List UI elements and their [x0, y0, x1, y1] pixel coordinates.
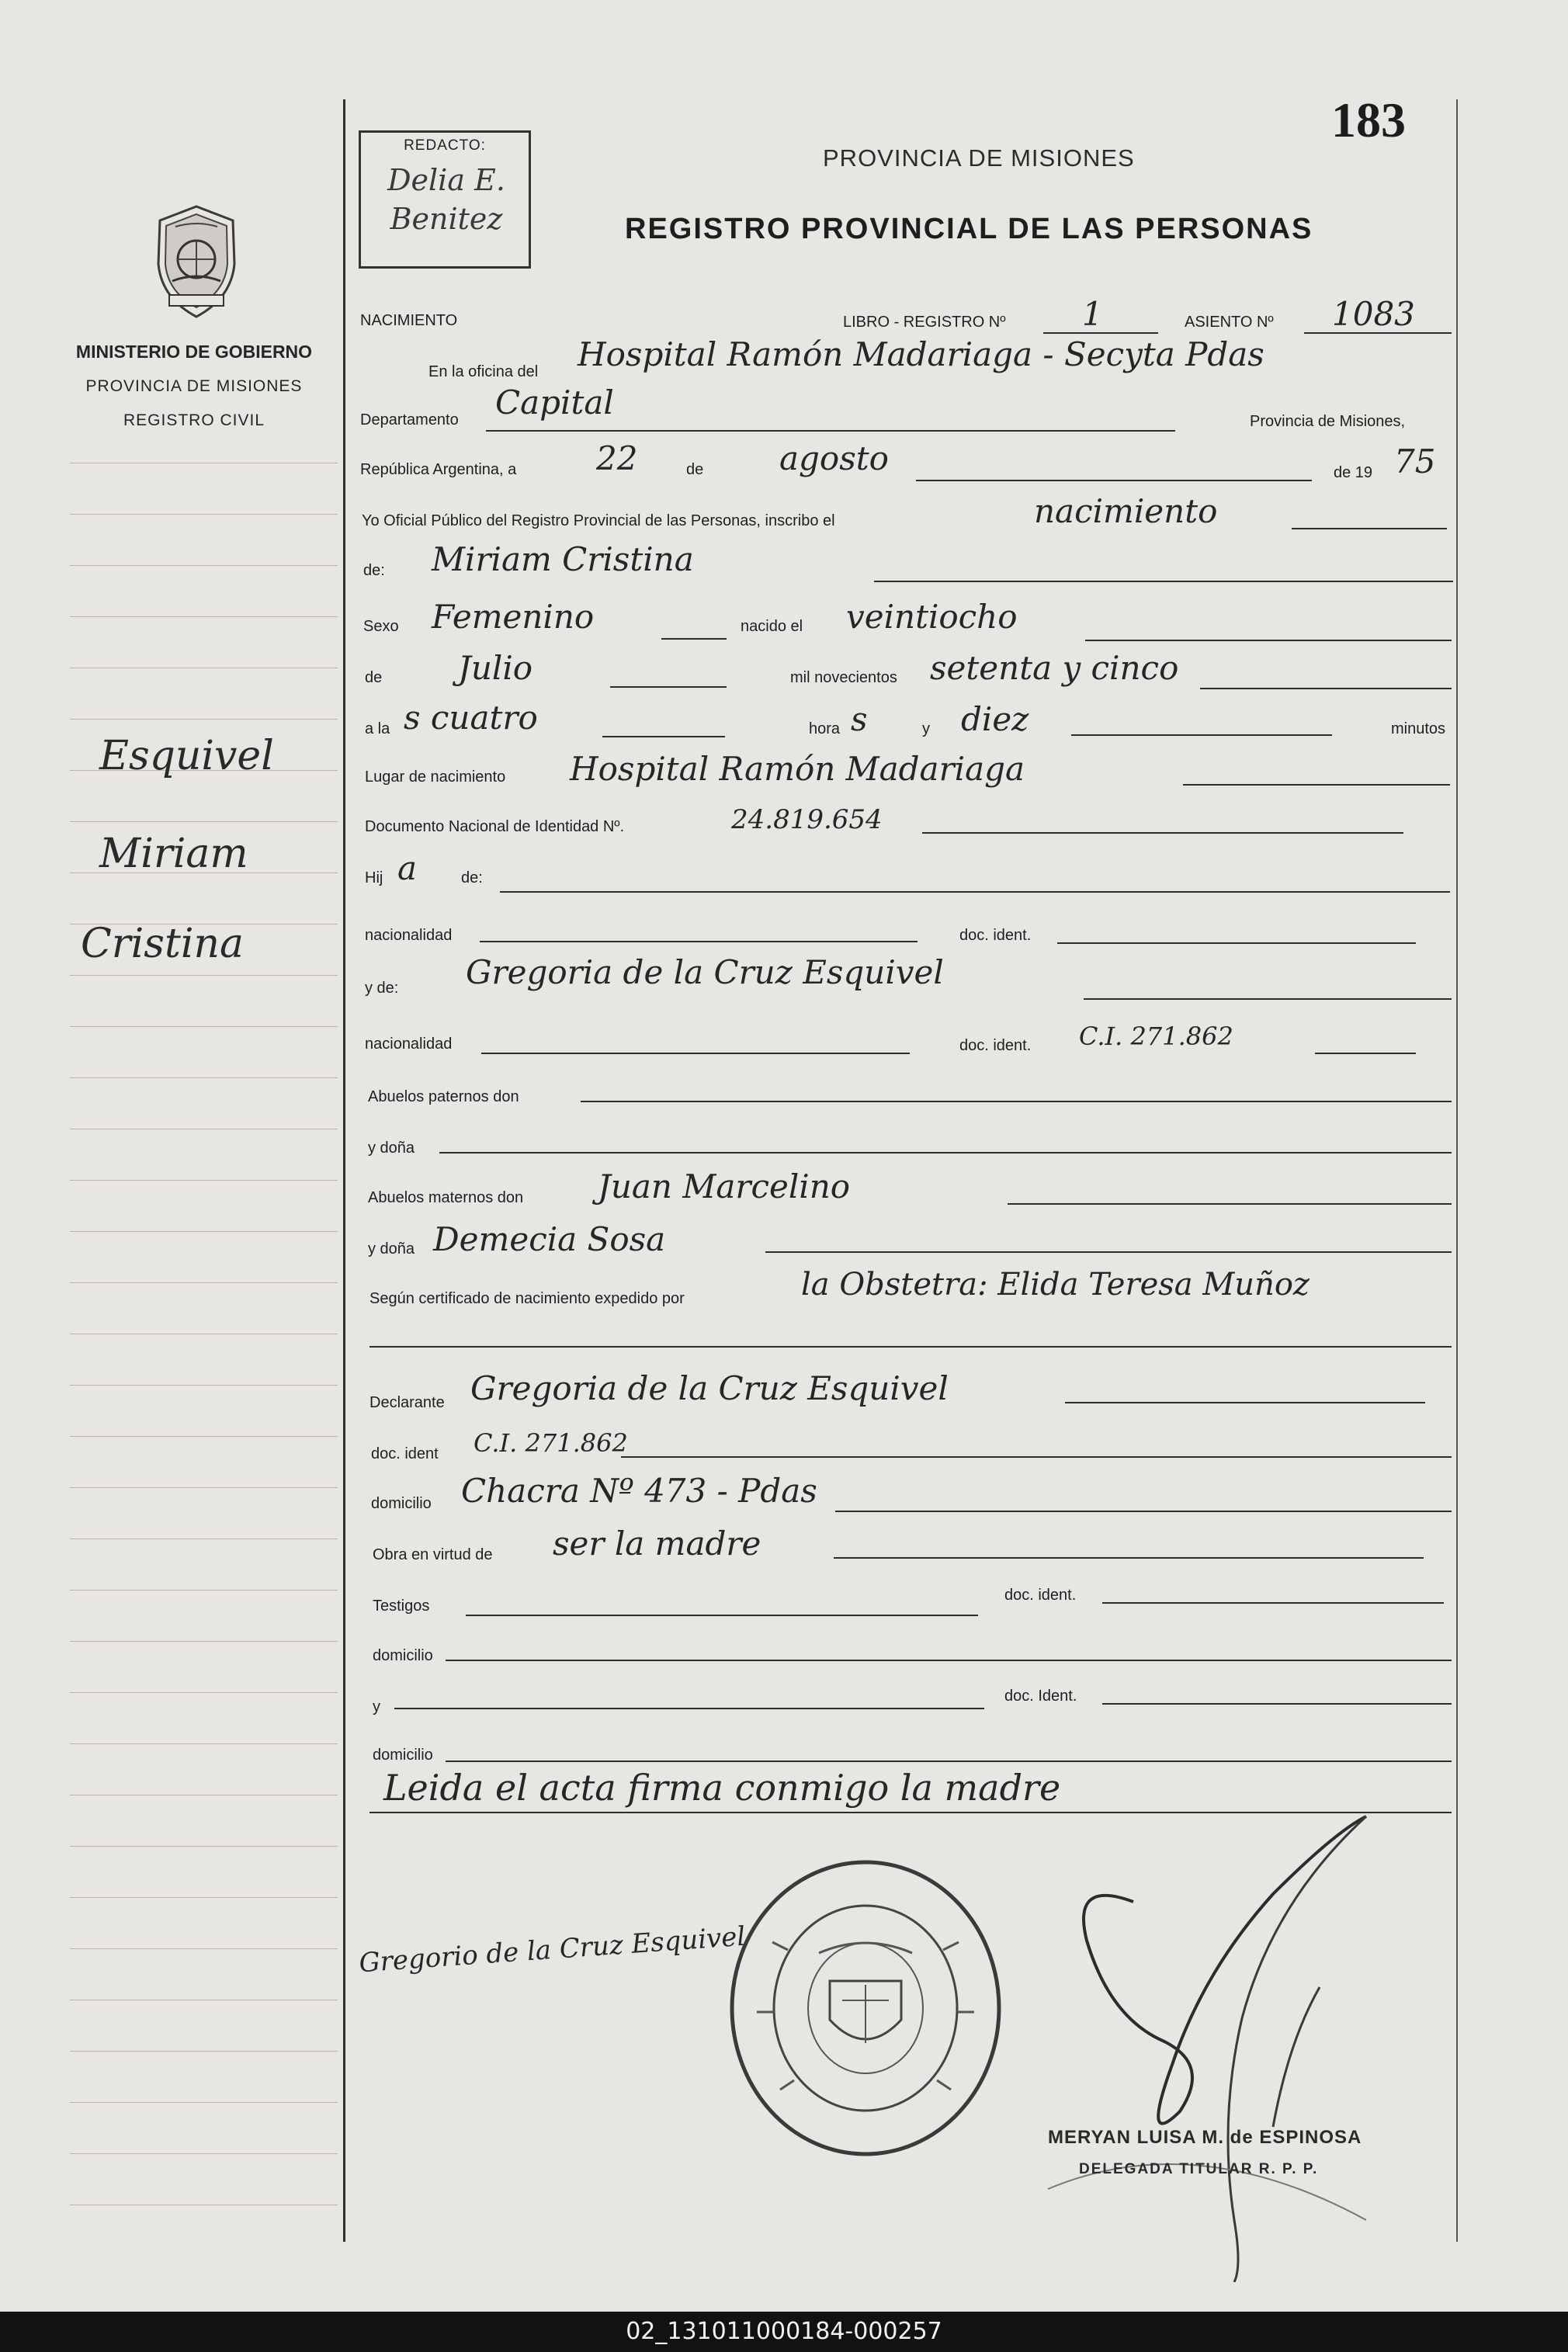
- right-border-line: [1456, 99, 1458, 2242]
- testigo2-label: y: [373, 1698, 380, 1715]
- nacido-label: nacido el: [741, 618, 803, 635]
- hij-suffix: a: [397, 849, 418, 887]
- margin-rule-line: [70, 1077, 338, 1078]
- dia-value: 22: [596, 439, 638, 477]
- nacimiento-label: NACIMIENTO: [360, 312, 458, 329]
- testigo1-domicilio-label: domicilio: [373, 1647, 433, 1664]
- mes-line: [916, 480, 1312, 481]
- margin-rule-line: [70, 616, 338, 617]
- testigo2-domicilio-line: [446, 1761, 1452, 1762]
- hij-label: Hij: [365, 869, 383, 886]
- departamento-value: Capital: [495, 383, 614, 421]
- sexo-value: Femenino: [432, 598, 595, 636]
- y-label: y: [922, 720, 930, 737]
- margin-rule-line: [70, 1180, 338, 1181]
- abuelos-paternos-line: [581, 1101, 1452, 1102]
- obra-value: ser la madre: [553, 1525, 761, 1563]
- libro-value: 1: [1082, 295, 1103, 333]
- margin-rule-line: [70, 1385, 338, 1386]
- nombre-line: [874, 581, 1453, 582]
- madre-doc-line: [1315, 1053, 1416, 1054]
- leida-value: Leida el acta firma conmigo la madre: [383, 1767, 1061, 1809]
- departamento-label: Departamento: [360, 411, 459, 428]
- padre-doc-label: doc. ident.: [959, 927, 1032, 944]
- nacido-mes-label: de: [365, 669, 383, 686]
- margin-rule-line: [70, 514, 338, 515]
- margin-rule-line: [70, 1846, 338, 1847]
- madre-label: y de:: [365, 980, 399, 997]
- margin-rule-line: [70, 1897, 338, 1898]
- dni-line: [922, 832, 1403, 834]
- padre-nacionalidad-label: nacionalidad: [365, 927, 453, 944]
- dni-label: Documento Nacional de Identidad Nº.: [365, 818, 625, 835]
- minutos-label: minutos: [1391, 720, 1446, 737]
- abuelos-paternos-label: Abuelos paternos don: [368, 1088, 519, 1105]
- officer-signature-icon: [1040, 1785, 1444, 2282]
- libro-label: LIBRO - REGISTRO Nº: [843, 314, 1006, 331]
- testigo2-domicilio-label: domicilio: [373, 1747, 433, 1764]
- obra-label: Obra en virtud de: [373, 1546, 493, 1563]
- officer-name: MERYAN LUISA M. de ESPINOSA: [1048, 2127, 1362, 2148]
- declarante-label: Declarante: [369, 1394, 445, 1411]
- page-number: 183: [1331, 92, 1406, 147]
- redacto-box: [359, 130, 531, 269]
- padre-doc-line: [1057, 942, 1416, 944]
- archive-id-footer: 02_131011000184-000257: [0, 2312, 1568, 2352]
- oficina-label: En la oficina del: [428, 363, 539, 380]
- official-seal-icon: [726, 1857, 1005, 2159]
- margin-rule-line: [70, 1231, 338, 1232]
- declarante-line: [1065, 1402, 1425, 1403]
- asiento-line: [1304, 332, 1452, 334]
- margin-rule-line: [70, 1487, 338, 1488]
- margin-rule-line: [70, 2153, 338, 2154]
- margin-rule-line: [70, 565, 338, 566]
- abuelo-materno-line: [1008, 1203, 1452, 1205]
- obra-line: [834, 1557, 1424, 1559]
- redacto-label: REDACTO:: [404, 137, 486, 154]
- testigos-label: Testigos: [373, 1597, 430, 1615]
- domicilio-value: Chacra Nº 473 - Pdas: [461, 1472, 817, 1510]
- dni-value: 24.819.654: [731, 804, 883, 835]
- testigo2-doc-line: [1102, 1703, 1452, 1705]
- abuela-materna-label: y doña: [368, 1240, 415, 1258]
- lugar-label: Lugar de nacimiento: [365, 768, 506, 786]
- madre-doc-value: C.I. 271.862: [1079, 1022, 1233, 1051]
- coat-of-arms-icon: [138, 203, 255, 321]
- margin-rule-line: [70, 719, 338, 720]
- ministry-province: PROVINCIA DE MISIONES: [85, 377, 303, 395]
- abuelos-maternos-label: Abuelos maternos don: [368, 1189, 524, 1206]
- testigo2-line: [394, 1708, 984, 1709]
- domicilio-label: domicilio: [371, 1495, 432, 1512]
- margin-rule-line: [70, 1692, 338, 1693]
- abuelo-materno-value: Juan Marcelino: [598, 1167, 851, 1205]
- margin-rule-line: [70, 1026, 338, 1027]
- declarant-signature: Gregorio de la Cruz Esquivel: [358, 1920, 747, 1979]
- nombre-value: Miriam Cristina: [432, 540, 694, 578]
- madre-line: [1084, 998, 1452, 1000]
- nacido-mes-line: [610, 686, 727, 688]
- certificado-value: la Obstetra: Elida Teresa Muñoz: [801, 1267, 1310, 1303]
- margin-rule-line: [70, 1436, 338, 1437]
- libro-line: [1043, 332, 1158, 334]
- margin-rule-line: [70, 2102, 338, 2103]
- margin-rule-line: [70, 821, 338, 822]
- mil-label: mil novecientos: [790, 669, 897, 686]
- asiento-value: 1083: [1332, 295, 1415, 333]
- lugar-line: [1183, 784, 1450, 786]
- margin-rule-line: [70, 1590, 338, 1591]
- margin-rule-line: [70, 975, 338, 976]
- nacido-dia-line: [1085, 640, 1452, 641]
- mes-value: agosto: [779, 439, 889, 477]
- testigo1-domicilio-line: [446, 1660, 1452, 1661]
- certificado-label: Según certificado de nacimiento expedido por: [369, 1290, 685, 1307]
- testigo1-doc-label: doc. ident.: [1004, 1587, 1077, 1604]
- inscribo-value: nacimiento: [1034, 492, 1218, 530]
- officer-title: DELEGADA TITULAR R. P. P.: [1079, 2161, 1319, 2177]
- ministry-name: MINISTERIO DE GOBIERNO: [75, 342, 313, 362]
- redacto-signature: Delia E. Benitez: [387, 163, 505, 236]
- padre-line: [500, 891, 1450, 893]
- lugar-value: Hospital Ramón Madariaga: [570, 750, 1025, 788]
- margin-rule-line: [70, 1948, 338, 1949]
- minutos-value: diez: [961, 700, 1029, 738]
- madre-nacionalidad-label: nacionalidad: [365, 1036, 453, 1053]
- province-header: PROVINCIA DE MISIONES: [823, 144, 1135, 172]
- nombre-label: de:: [363, 562, 385, 579]
- abuela-materna-line: [765, 1251, 1452, 1253]
- padre-de-label: de:: [461, 869, 483, 886]
- madre-nacionalidad-line: [481, 1053, 910, 1054]
- nacido-mes-value: Julio: [458, 649, 533, 687]
- minutos-line: [1071, 734, 1332, 736]
- declarante-doc-value: C.I. 271.862: [474, 1428, 628, 1458]
- oficina-value: Hospital Ramón Madariaga - Secyta Pdas: [578, 335, 1264, 373]
- anio-value: 75: [1394, 442, 1436, 480]
- ministry-civil-registry: REGISTRO CIVIL: [123, 411, 265, 429]
- a-la-value: s cuatro: [404, 699, 538, 737]
- yo-oficial-label: Yo Oficial Público del Registro Provincial de las Personas, inscribo el: [362, 512, 835, 529]
- testigo1-doc-line: [1102, 1602, 1444, 1604]
- asiento-label: ASIENTO Nº: [1185, 314, 1274, 331]
- nacido-anio-value: setenta y cinco: [930, 649, 1179, 687]
- margin-surname: Esquivel: [99, 733, 274, 779]
- a-la-line: [602, 736, 725, 737]
- margin-rule-line: [70, 1282, 338, 1283]
- sexo-line: [661, 638, 727, 640]
- margin-rule-line: [70, 2051, 338, 2052]
- hora-label: hora: [809, 720, 841, 737]
- anio-label: de 19: [1334, 464, 1373, 481]
- testigo2-doc-label: doc. Ident.: [1004, 1688, 1077, 1705]
- madre-value: Gregoria de la Cruz Esquivel: [466, 953, 944, 991]
- left-border-line: [343, 99, 345, 2242]
- abuela-paterna-label: y doña: [368, 1140, 415, 1157]
- margin-rule-line: [70, 1641, 338, 1642]
- a-la-label: a la: [365, 720, 390, 737]
- sexo-label: Sexo: [363, 618, 399, 635]
- hora-suffix: s: [851, 700, 868, 738]
- declarante-doc-line: [621, 1456, 1452, 1458]
- margin-first-name: Miriam: [99, 831, 248, 877]
- certificado-line-2: [369, 1346, 1452, 1348]
- abuela-materna-value: Demecia Sosa: [433, 1220, 666, 1258]
- declarante-doc-label: doc. ident: [371, 1445, 439, 1462]
- dia-de-label: de: [686, 461, 704, 478]
- margin-rule-line: [70, 1743, 338, 1744]
- padre-nacionalidad-line: [480, 941, 918, 942]
- declarante-value: Gregoria de la Cruz Esquivel: [470, 1369, 949, 1407]
- madre-doc-label: doc. ident.: [959, 1037, 1032, 1054]
- registry-title: REGISTRO PROVINCIAL DE LAS PERSONAS: [625, 213, 1313, 245]
- inscribo-line: [1292, 528, 1447, 529]
- provincia-label: Provincia de Misiones,: [1250, 413, 1406, 430]
- nacido-anio-line: [1200, 688, 1452, 689]
- margin-second-name: Cristina: [81, 921, 244, 967]
- republica-label: República Argentina, a: [360, 461, 517, 478]
- nacido-dia-value: veintiocho: [846, 598, 1018, 636]
- domicilio-line: [835, 1511, 1452, 1512]
- departamento-line: [486, 430, 1175, 432]
- abuela-paterna-line: [439, 1152, 1452, 1153]
- testigos-line: [466, 1615, 978, 1616]
